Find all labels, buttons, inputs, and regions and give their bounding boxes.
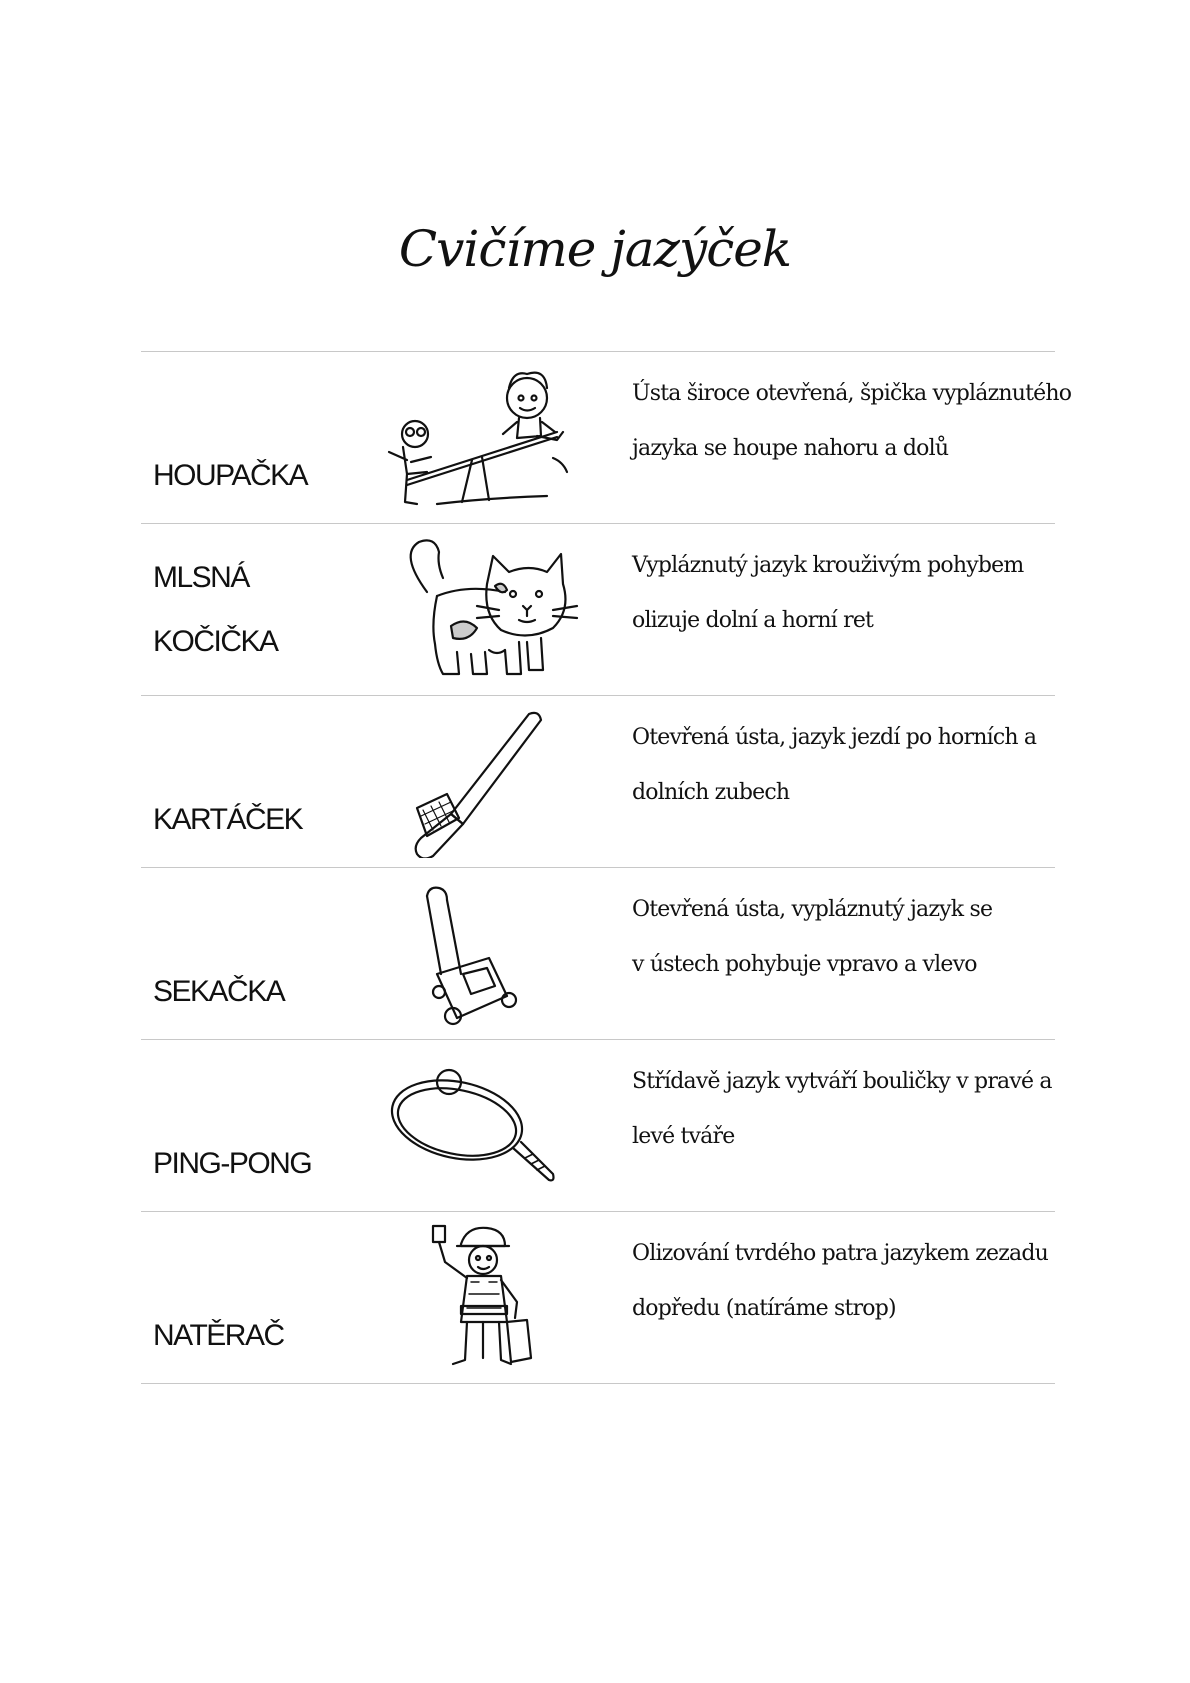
painter-icon — [377, 1222, 597, 1374]
cat-icon — [377, 534, 597, 686]
exercise-description — [632, 882, 1052, 992]
exercise-name — [153, 1304, 373, 1368]
description-line: Olizování tvrdého patra jazykem zezadu — [632, 1241, 1048, 1266]
description-line: olizuje dolní a horní ret — [632, 608, 874, 633]
exercise-name-line: SEKAČKA — [153, 975, 285, 1008]
description-line: jazyka se houpe nahoru a dolů — [632, 436, 949, 461]
description-line: Ústa široce otevřená, špička vypláznutého — [632, 381, 1072, 406]
ping-pong-paddle-icon — [377, 1050, 597, 1202]
exercise-name — [153, 546, 373, 674]
exercise-description — [632, 1226, 1052, 1336]
description-line: dolních zubech — [632, 780, 790, 805]
exercise-name-line: KOČIČKA — [153, 625, 278, 658]
exercise-name-line: MLSNÁ — [153, 561, 249, 594]
exercise-row-naterac — [141, 1212, 1055, 1384]
exercise-name-line: NATĚRAČ — [153, 1319, 284, 1352]
exercise-name — [153, 444, 373, 508]
description-line: Střídavě jazyk vytváří bouličky v pravé a — [632, 1069, 1052, 1094]
exercise-row-kartacek — [141, 696, 1055, 868]
toothbrush-icon — [377, 706, 597, 858]
exercise-description — [632, 538, 1052, 648]
exercise-name-line: PING-PONG — [153, 1147, 312, 1180]
exercise-name-line: HOUPAČKA — [153, 459, 308, 492]
page-title: Cvičíme jazýček — [398, 219, 792, 278]
exercise-description — [632, 366, 1072, 476]
exercise-row-sekacka — [141, 868, 1055, 1040]
exercise-table — [141, 351, 1072, 1384]
exercise-name-line: KARTÁČEK — [153, 803, 303, 836]
exercise-row-ping-pong — [141, 1040, 1055, 1212]
exercise-name — [153, 960, 373, 1024]
description-line: Otevřená ústa, jazyk jezdí po horních a — [632, 725, 1037, 750]
lawnmower-icon — [377, 878, 597, 1030]
exercise-name — [153, 1132, 373, 1196]
exercise-row-mlsna-kocicka — [141, 524, 1055, 696]
exercise-description — [632, 710, 1052, 820]
seesaw-icon — [377, 362, 597, 514]
description-line: v ústech pohybuje vpravo a vlevo — [632, 952, 977, 977]
description-line: Otevřená ústa, vypláznutý jazyk se — [632, 897, 993, 922]
description-line: levé tváře — [632, 1124, 735, 1149]
description-line: dopředu (natíráme strop) — [632, 1296, 896, 1321]
exercise-description — [632, 1054, 1052, 1164]
description-line: Vypláznutý jazyk krouživým pohybem — [632, 553, 1024, 578]
exercise-name — [153, 788, 373, 852]
exercise-row-houpacka — [141, 352, 1072, 524]
